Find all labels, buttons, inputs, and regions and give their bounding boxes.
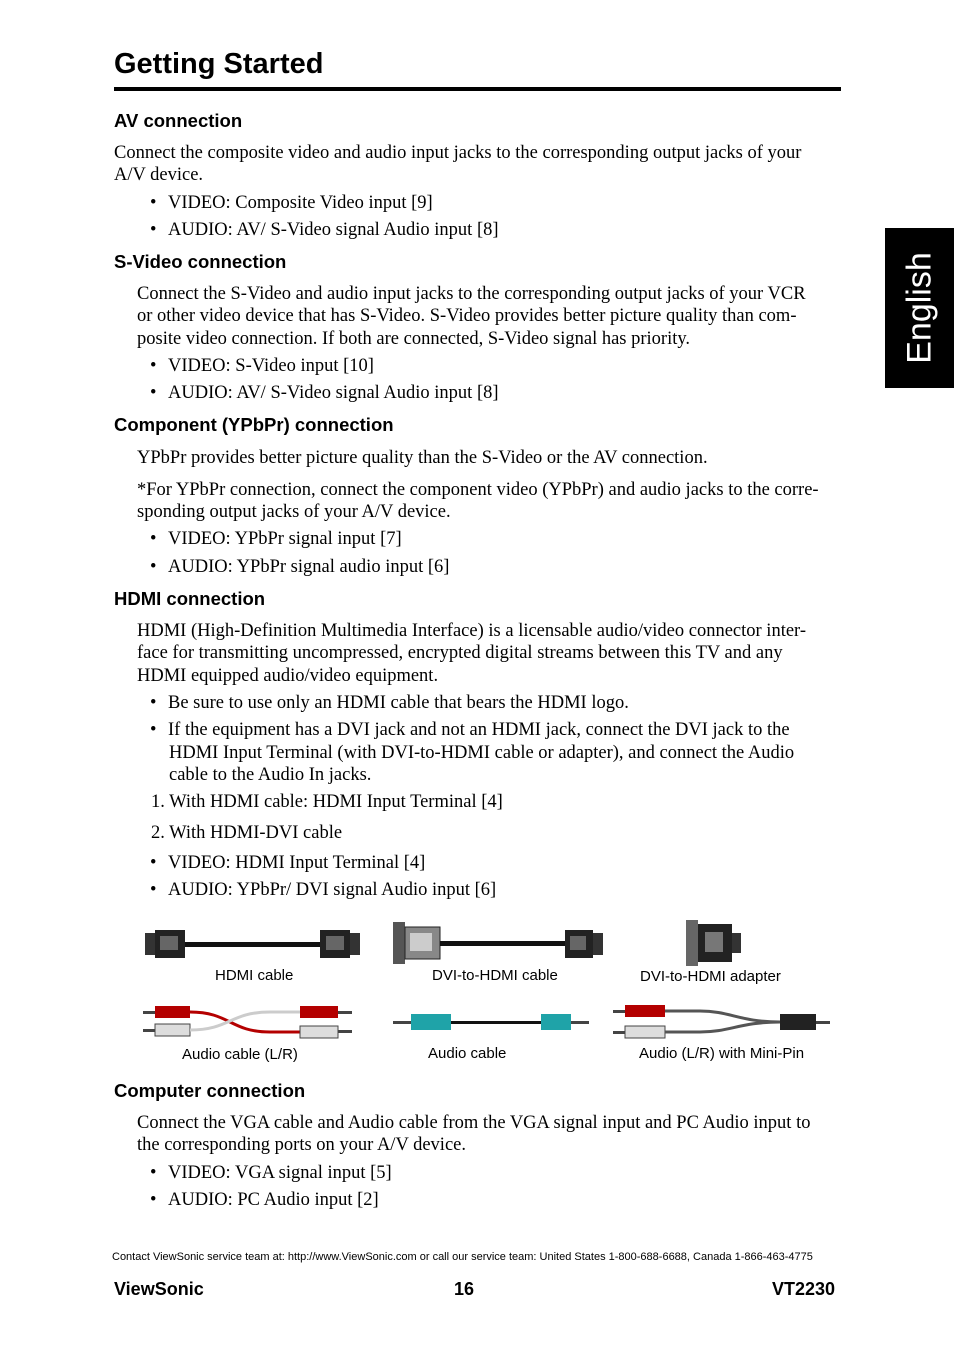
computer-line2: the corresponding ports on your A/V device. [137,1135,466,1155]
svideo-heading: S-Video connection [114,251,287,272]
title-rule [114,87,841,91]
av-para-line1: Connect the composite video and audio input jacks to the corresponding output jacks of your [114,143,802,163]
list-item: • VIDEO: Composite Video input [9] [150,193,433,213]
page-title: Getting Started [114,48,324,80]
list-item: • VIDEO: YPbPr signal input [7] [150,529,402,549]
footer-model: VT2230 [772,1279,836,1299]
hdmi-heading: HDMI connection [114,588,266,609]
caption-audio-minipin: Audio (L/R) with Mini-Pin [639,1045,805,1062]
svideo-line3: posite video connection. If both are connected, S-Video signal has priority. [137,329,691,349]
language-tab-label: English [900,252,938,364]
av-para-line2: A/V device. [114,165,204,185]
dvi-hdmi-adapter-icon [686,920,741,966]
numbered-item-2: 2. With HDMI-DVI cable [151,823,343,843]
hdmi-line2: face for transmitting uncompressed, encrypted digital streams between this TV and any [137,643,783,663]
language-tab [885,228,954,388]
list-item: • VIDEO: HDMI Input Terminal [4] [150,853,426,873]
footer-page-number: 16 [454,1279,475,1299]
svideo-line1: Connect the S-Video and audio input jacks to the corresponding output jacks of your VCR [137,284,806,304]
list-item: • AUDIO: YPbPr/ DVI signal Audio input [6] [150,880,497,900]
dvi-hdmi-cable-icon [393,922,603,964]
list-item: • AUDIO: PC Audio input [2] [150,1190,379,1210]
hdmi-line1: HDMI (High-Definition Multimedia Interface) is a licensable audio/video connector inter- [137,621,806,641]
hdmi-cable-icon [145,930,360,958]
list-item: • AUDIO: AV/ S-Video signal Audio input [8] [150,383,499,403]
component-note-line2: sponding output jacks of your A/V device. [137,502,451,522]
computer-heading: Computer connection [114,1080,306,1101]
hdmi-line3: HDMI equipped audio/video equipment. [137,666,439,686]
caption-audio-cable: Audio cable [428,1045,507,1062]
footer-brand: ViewSonic [114,1279,204,1299]
av-heading: AV connection [114,110,243,131]
numbered-item-1: 1. With HDMI cable: HDMI Input Terminal [4] [151,792,503,812]
caption-dvi-hdmi-cable: DVI-to-HDMI cable [432,967,558,984]
computer-line1: Connect the VGA cable and Audio cable from the VGA signal input and PC Audio input to [137,1113,811,1133]
hdmi-bullet2-line2: HDMI Input Terminal (with DVI-to-HDMI cable or adapter), and connect the Audio [169,743,795,763]
list-item: • Be sure to use only an HDMI cable that bears the HDMI logo. [150,693,629,713]
list-item: • If the equipment has a DVI jack and not an HDMI jack, connect the DVI jack to the [150,720,790,740]
footer-contact: Contact ViewSonic service team at: http://www.ViewSonic.com or call our service team: United States 1-800-688-6688, Canada 1-866-463-4775 [112,1251,813,1263]
audio-lr-cable-icon [143,1006,352,1038]
component-para: YPbPr provides better picture quality than the S-Video or the AV connection. [137,448,708,468]
svideo-line2: or other video device that has S-Video. S-Video provides better picture quality than com- [137,306,797,326]
list-item: • AUDIO: AV/ S-Video signal Audio input [8] [150,220,499,240]
audio-cable-icon [393,1014,589,1030]
list-item: • VIDEO: VGA signal input [5] [150,1163,392,1183]
caption-hdmi-cable: HDMI cable [215,967,294,984]
component-note-line1: *For YPbPr connection, connect the component video (YPbPr) and audio jacks to the corre- [137,480,819,500]
caption-dvi-hdmi-adapter: DVI-to-HDMI adapter [640,968,781,985]
list-item: • VIDEO: S-Video input [10] [150,356,374,376]
audio-minipin-cable-icon [613,1005,830,1038]
hdmi-bullet2-line3: cable to the Audio In jacks. [169,765,372,785]
list-item: • AUDIO: YPbPr signal audio input [6] [150,557,450,577]
caption-audio-lr: Audio cable (L/R) [182,1046,298,1063]
component-heading: Component (YPbPr) connection [114,414,394,435]
